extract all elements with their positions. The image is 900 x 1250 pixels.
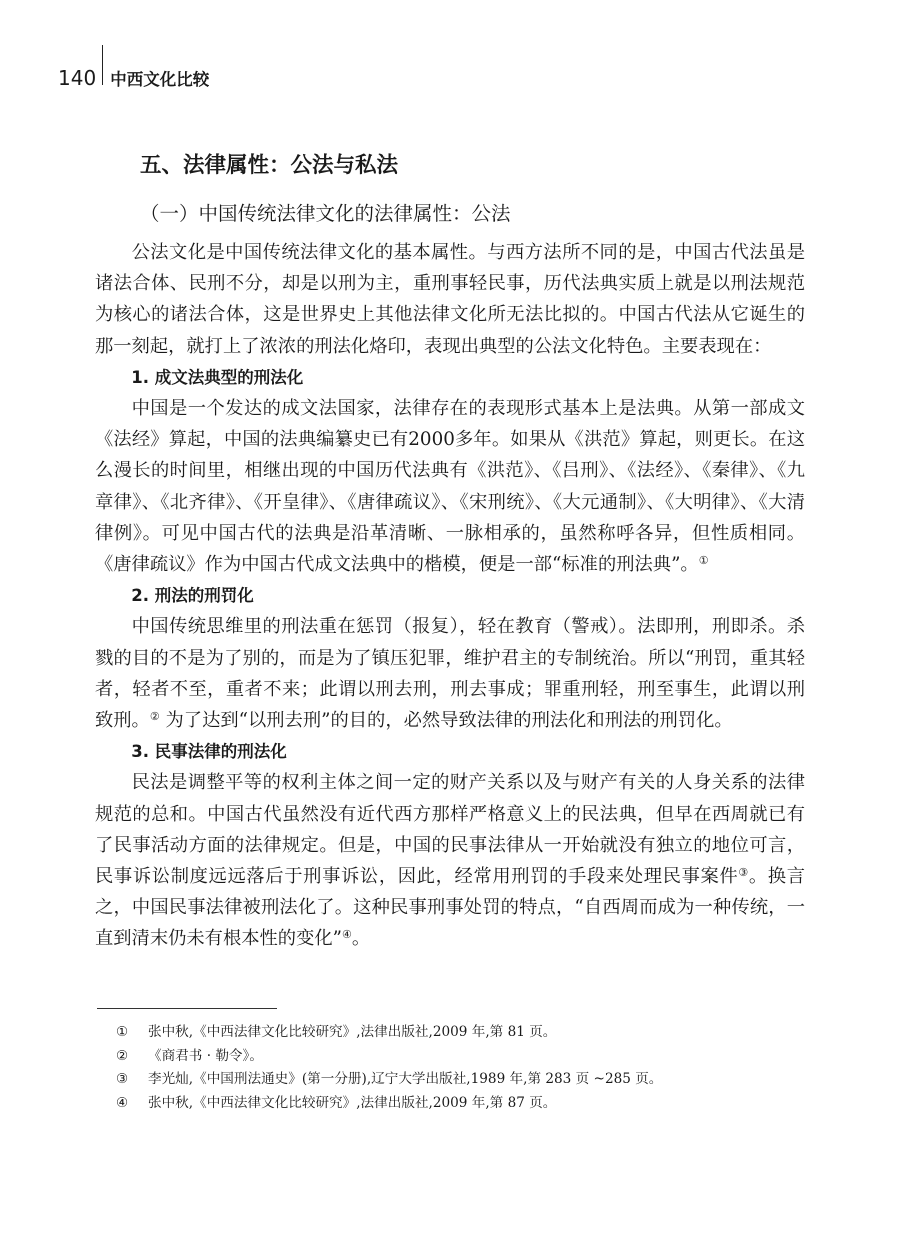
point-2-text-b: 为了达到“以刑去刑”的目的，必然导致法律的刑法化和刑法的刑罚化。 <box>159 710 733 732</box>
footnote-ref-2[interactable]: ② <box>149 710 160 724</box>
running-header <box>58 66 209 90</box>
body-text <box>95 237 805 955</box>
point-3-text-c: 。 <box>351 928 371 950</box>
point-heading-3: 3. 民事法律的刑法化 <box>131 742 287 762</box>
point-1-text: 中国是一个发达的成文法国家，法律存在的表现形式基本上是法典。从第一部成文《法经》算起，中国的法典编纂史已有2000多年。如果从《洪范》算起，则更长。在这么漫长的时间里，相继出现的中国历代法典有《洪范》、《吕刑》、《法经》、《秦律》、《九章律》、《北齐律》、《开皇律》、《唐律疏议》、《宋刑统》、《大元通制》、《大明律》、《大清律例》。可见中国古代的法典是沿革清晰、一脉相承的，虽然称呼各异，但性质相同。《唐律疏议》作为中国古代成文法典中的楷模，便是一部“标准的刑法典”。 <box>95 398 805 576</box>
footnote-item <box>116 1021 816 1045</box>
footnote-item <box>116 1092 816 1116</box>
footnotes <box>116 1021 816 1115</box>
footnote-ref-4[interactable]: ④ <box>342 928 352 942</box>
point-paragraph-3 <box>95 767 805 954</box>
page-number: 140 <box>58 66 97 90</box>
footnote-mark: ② <box>116 1047 129 1064</box>
footnote-text: 李光灿,《中国刑法通史》(第一分册),辽宁大学出版社,1989 年,第 283 页 ~285 页。 <box>148 1071 663 1088</box>
footnote-text: 张中秋,《中西法律文化比较研究》,法律出版社,2009 年,第 81 页。 <box>148 1024 557 1040</box>
header-divider <box>102 45 103 85</box>
footnote-mark: ③ <box>116 1071 129 1088</box>
point-3-text-a: 民法是调整平等的权利主体之间一定的财产关系以及与财产有关的人身关系的法律规范的总和。中国古代虽然没有近代西方那样严格意义上的民法典，但早在西周就已有了民事活动方面的法律规定。但是，中国的民事法律从一开始就没有独立的地位可言，民事诉讼制度远远落后于刑事诉讼，因此，经常用刑罚的手段来处理民事案件 <box>95 772 805 888</box>
footnote-ref-3[interactable]: ③ <box>738 866 749 880</box>
intro-paragraph: 公法文化是中国传统法律文化的基本属性。与西方法所不同的是，中国古代法虽是诸法合体、民刑不分，却是以刑为主，重刑事轻民事，历代法典实质上就是以刑法规范为核心的诸法合体，这是世界史上其他法律文化所无法比拟的。中国古代法从它诞生的那一刻起，就打上了浓浓的刑法化烙印，表现出典型的公法文化特色。主要表现在： <box>95 242 805 357</box>
point-heading-1: 1. 成文法典型的刑法化 <box>131 367 304 387</box>
footnote-text: 《商君书 · 勒令》。 <box>148 1047 263 1064</box>
point-paragraph-1 <box>95 393 805 580</box>
footnote-divider <box>97 1008 277 1009</box>
footnote-item <box>116 1045 816 1069</box>
footnote-ref-1[interactable]: ① <box>698 554 709 568</box>
point-paragraph-2 <box>95 611 805 736</box>
point-3-text-b: 。换言之，中国民事法律被刑法化了。这种民事刑事处罚的特点，“自西周而成为一种传统，一直到清末仍未有根本性的变化” <box>95 866 806 950</box>
section-title: 五、法律属性：公法与私法 <box>140 153 399 178</box>
footnote-mark: ① <box>116 1024 129 1040</box>
point-2-text-a: 中国传统思维里的刑法重在惩罚（报复），轻在教育（警戒）。法即刑，刑即杀。杀戮的目的不是为了别的，而是为了镇压犯罪，维护君主的专制统治。所以“刑罚，重其轻者，轻者不至，重者不来；此谓以刑去刑，刑去事成；罪重刑轻，刑至事生，此谓以刑致刑。 <box>95 616 805 732</box>
footnote-mark: ④ <box>116 1094 129 1111</box>
footnote-item <box>116 1068 816 1092</box>
footnote-text: 张中秋,《中西法律文化比较研究》,法律出版社,2009 年,第 87 页。 <box>148 1094 557 1111</box>
book-title: 中西文化比较 <box>110 70 210 89</box>
subsection-title: （一）中国传统法律文化的法律属性：公法 <box>140 202 511 225</box>
point-heading-2: 2. 刑法的刑罚化 <box>131 586 254 606</box>
